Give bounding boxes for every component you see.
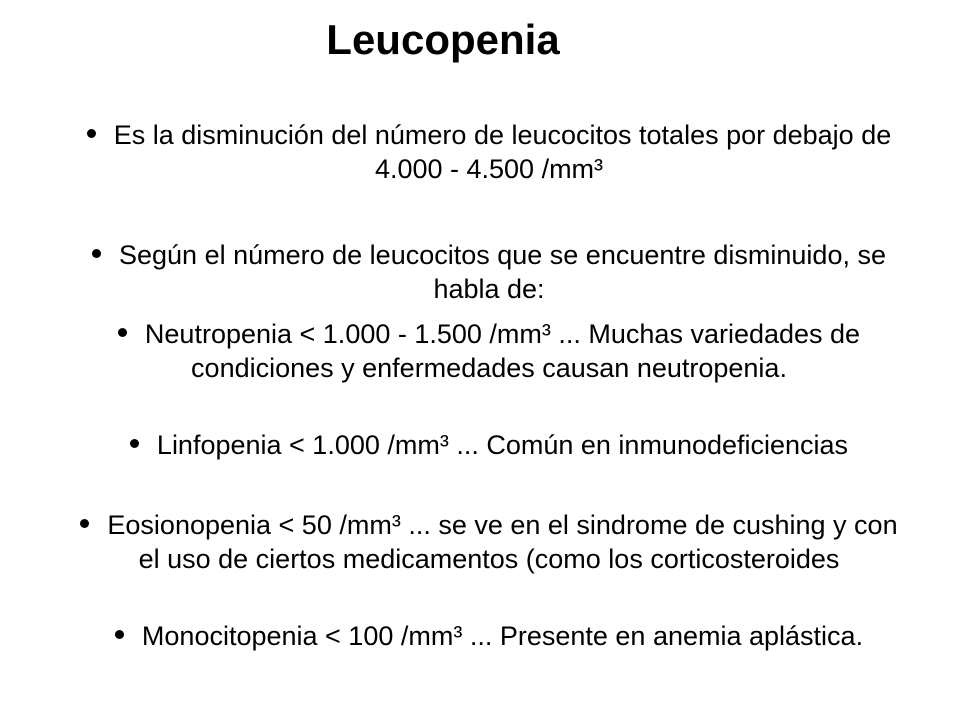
bullet-item (74, 118, 904, 186)
bullet-dot-icon (118, 328, 127, 337)
bullet-dot-icon (115, 630, 124, 639)
bullet-text: Neutropenia < 1.000 - 1.500 /mm³ ... Muchas variedades de condiciones y enfermedades causan neutropenia. (144, 319, 861, 383)
bullet-text: Monocitopenia < 100 /mm³ ... Presente en anemia aplástica. (141, 621, 864, 651)
bullet-item (74, 317, 904, 385)
bullet-text: Según el número de leucocitos que se encuentre disminuido, se habla de: (119, 240, 886, 304)
bullet-dot-icon (130, 439, 139, 448)
slide-title: Leucopenia (326, 16, 560, 63)
bullet-dot-icon (92, 249, 101, 258)
bullet-dot-icon (80, 519, 89, 528)
bullet-text: Eosionopenia < 50 /mm³ ... se ve en el sindrome de cushing y con el uso de ciertos medicamentos (como los corticosteroides (107, 510, 898, 574)
bullet-item (74, 619, 904, 653)
bullet-text: Es la disminución del número de leucocitos totales por debajo de 4.000 - 4.500 /mm³ (113, 120, 892, 184)
bullet-item (74, 508, 904, 576)
bullet-dot-icon (87, 129, 96, 138)
bullet-text: Linfopenia < 1.000 /mm³ ... Común en inmunodeficiencias (156, 430, 849, 460)
bullet-item (74, 238, 904, 306)
bullet-item (74, 428, 904, 462)
